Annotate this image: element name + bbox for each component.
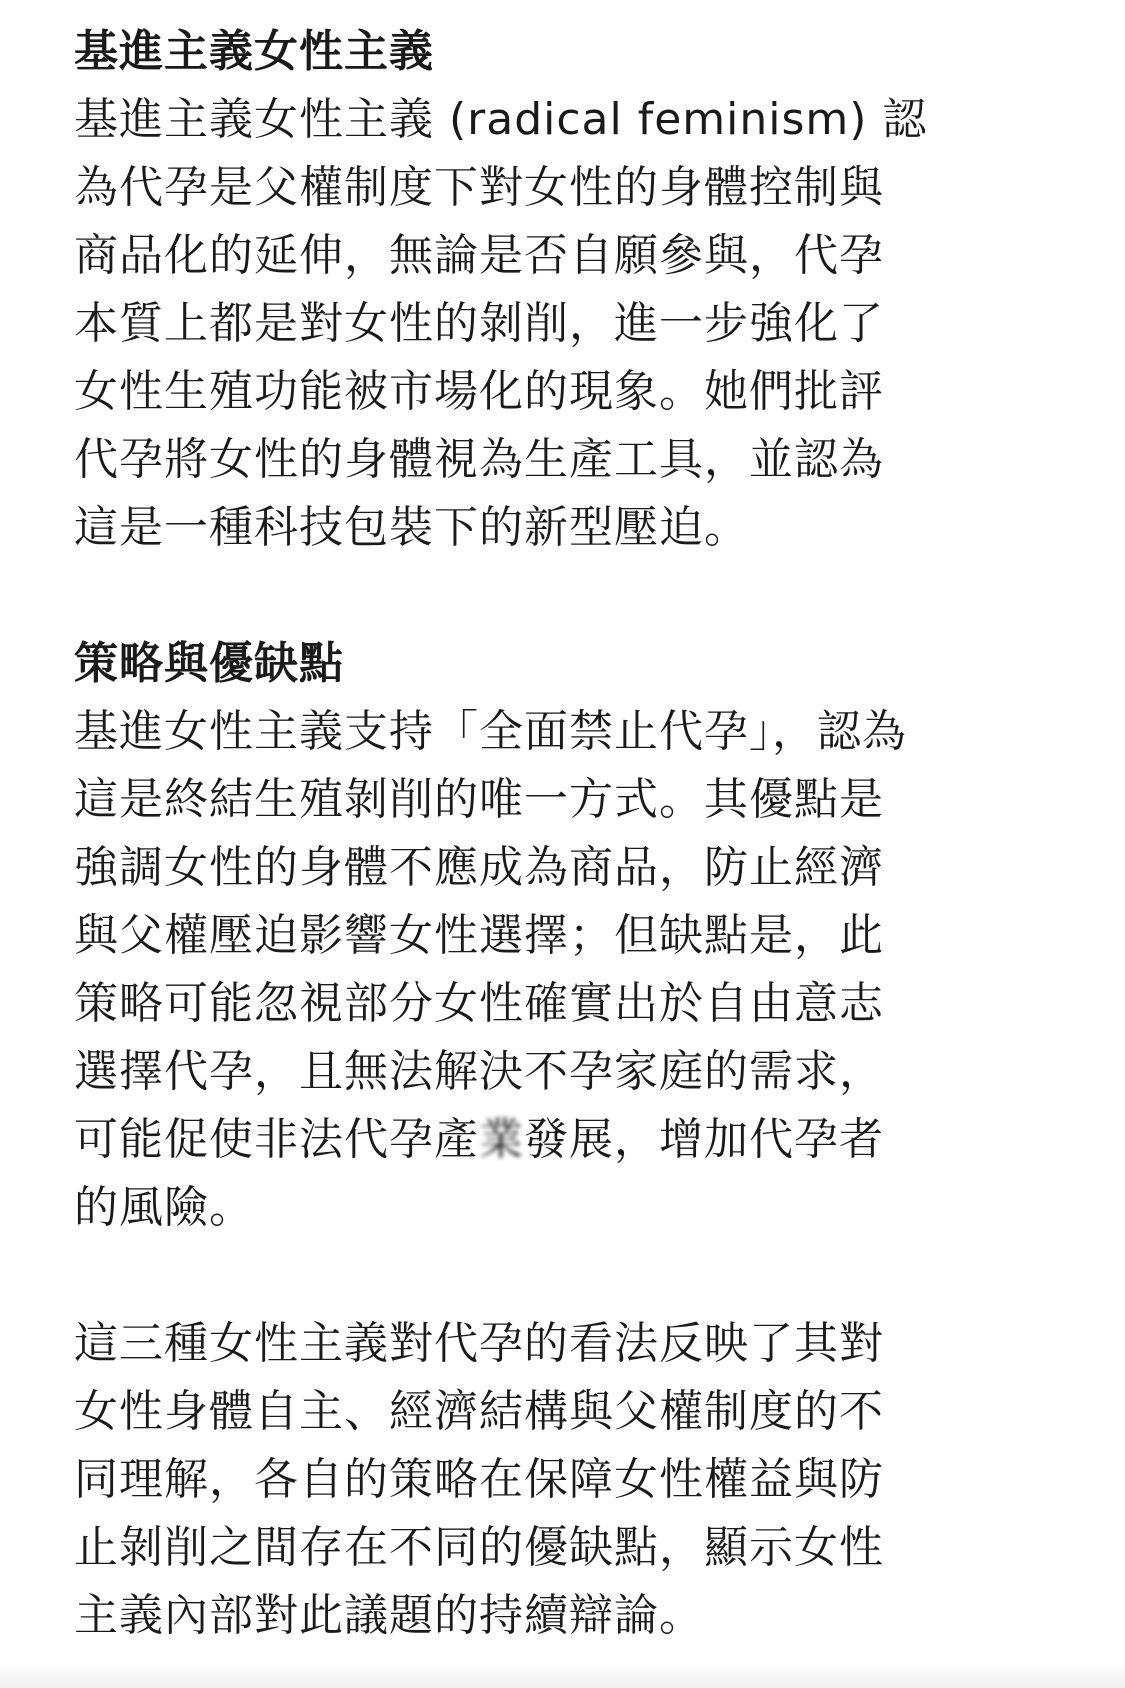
text-line: 為代孕是父權制度下對女性的身體控制與 (74, 162, 884, 213)
text-line: 主義內部對此議題的持續辯論。 (74, 1590, 704, 1641)
bottom-divider (0, 1660, 1125, 1688)
text-line: 選擇代孕，且無法解決不孕家庭的需求， (74, 1046, 884, 1097)
text-line: 止剝削之間存在不同的優缺點，顯示女性 (74, 1522, 884, 1573)
blurred-character: 業 (479, 1114, 524, 1165)
text-line: 代孕將女性的身體視為生產工具，並認為 (74, 434, 884, 485)
paragraph-strategy (74, 698, 1034, 1242)
text-line: 這是一種科技包裝下的新型壓迫。 (74, 502, 749, 553)
text-line (74, 1106, 1034, 1174)
text-line: 基進女性主義支持「全面禁止代孕」，認為 (74, 706, 907, 757)
text-line: 同理解，各自的策略在保障女性權益與防 (74, 1454, 884, 1505)
text-line: 基進主義女性主義 (radical feminism) 認 (74, 94, 928, 145)
text-line: 本質上都是對女性的剝削，進一步強化了 (74, 298, 884, 349)
paragraph-spacer (74, 1242, 1034, 1310)
text-line: 女性身體自主、經濟結構與父權制度的不 (74, 1386, 884, 1437)
text-line: 這三種女性主義對代孕的看法反映了其對 (74, 1318, 884, 1369)
paragraph-radical-feminism (74, 86, 1034, 562)
text-line: 商品化的延伸，無論是否自願參與，代孕 (74, 230, 884, 281)
text-line: 這是終結生殖剝削的唯一方式。其優點是 (74, 774, 884, 825)
text-line: 策略可能忽視部分女性確實出於自由意志 (74, 978, 884, 1029)
text-segment: 可能促使非法代孕產 (74, 1114, 479, 1165)
paragraph-spacer (74, 562, 1034, 630)
section-title-strategy: 策略與優缺點 (74, 638, 344, 689)
text-line: 女性生殖功能被市場化的現象。她們批評 (74, 366, 884, 417)
section-title-radical-feminism: 基進主義女性主義 (74, 26, 434, 77)
paragraph-conclusion (74, 1310, 1034, 1650)
text-segment: 發展，增加代孕者 (524, 1114, 884, 1165)
text-line: 強調女性的身體不應成為商品，防止經濟 (74, 842, 884, 893)
document-page (74, 18, 1034, 1650)
text-line: 與父權壓迫影響女性選擇；但缺點是，此 (74, 910, 884, 961)
text-line: 的風險。 (74, 1182, 254, 1233)
